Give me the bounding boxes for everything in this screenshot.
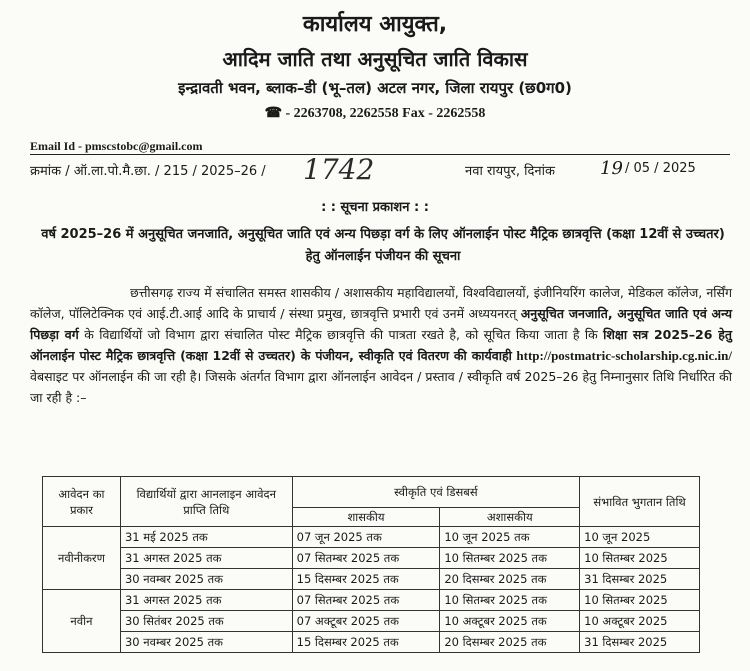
table-row [43, 527, 700, 548]
table-row [43, 590, 700, 611]
date-day-handwritten: 19 [600, 158, 623, 179]
email-line: Email Id - pmscstobc@gmail.com [30, 139, 203, 153]
nongovt-cell: 10 अक्टूबर 2025 तक [440, 611, 580, 632]
receipt-cell: 30 नवम्बर 2025 तक [120, 632, 292, 653]
office-address: इन्द्रावती भवन, ब्लाक–डी (भू–तल) अटल नगर, जिला रायपुर (छ0ग0) [178, 79, 572, 97]
body-part-3: के विद्यार्थियों जो विभाग द्वारा संचालित पोस्ट मैट्रिक छात्रवृत्ति की पात्रता रखते है, को सूचित किया जाता है कि [84, 327, 598, 342]
receipt-cell: 31 अगस्त 2025 तक [120, 590, 292, 611]
schedule-table [42, 476, 700, 653]
header-govt: शासकीय [292, 508, 440, 527]
notice-title: : : सूचना प्रकाशन : : [321, 200, 429, 215]
department-title: आदिम जाति तथा अनुसूचित जाति विकास [222, 47, 528, 71]
govt-cell: 15 दिसम्बर 2025 तक [292, 632, 440, 653]
type-cell: नवीनीकरण [43, 527, 121, 590]
reference-number-handwritten: 1742 [303, 153, 375, 186]
body-part-4: शिक्षा सत्र 2025–26 हेतु ऑनलाईन पोस्ट मैट्रिक छात्रवृत्ति (कक्षा 12वीं से उच्चतर) के पंजीयन, स्वीकृति एवं वितरण की कार्यवाही [30, 327, 732, 363]
header-divider [30, 154, 730, 155]
type-cell: नवीन [43, 590, 121, 653]
govt-cell: 07 जून 2025 तक [292, 527, 440, 548]
payment-cell: 10 सितम्बर 2025 [580, 548, 700, 569]
nongovt-cell: 10 सितम्बर 2025 तक [440, 548, 580, 569]
payment-cell: 31 दिसम्बर 2025 [580, 569, 700, 590]
body-part-2: अनुसूचित जनजाति, अनुसूचित जाति एवं अन्य पिछड़ा वर्ग [30, 306, 732, 342]
header-nongovt: अशासकीय [440, 508, 580, 527]
phone-fax: ☎ - 2263708, 2262558 Fax - 2262558 [264, 106, 486, 121]
table-row [43, 632, 700, 653]
receipt-cell: 31 मई 2025 तक [120, 527, 292, 548]
header-payment: संभावित भुगतान तिथि [580, 477, 700, 527]
receipt-cell: 30 नवम्बर 2025 तक [120, 569, 292, 590]
payment-cell: 10 सितम्बर 2025 [580, 590, 700, 611]
govt-cell: 07 सितम्बर 2025 तक [292, 548, 440, 569]
scholarship-url[interactable]: http://postmatric-scholarship.cg.nic.in/ [516, 348, 732, 363]
body-part-5: वेबसाइट पर ऑनलाईन की जा रही है। जिसके अंतर्गत विभाग द्वारा ऑनलाईन आवेदन / प्रस्ताव / स्वीकृति वर्ष 2025–26 हेतु निम्नानुसार तिथि निर्धारित की जा रही है :– [30, 369, 732, 405]
header-approval: स्वीकृति एवं डिसबर्स [292, 477, 580, 508]
nongovt-cell: 20 दिसम्बर 2025 तक [440, 632, 580, 653]
office-title: कार्यालय आयुक्त, [302, 12, 448, 37]
table-row [43, 611, 700, 632]
table-row [43, 548, 700, 569]
receipt-cell: 31 अगस्त 2025 तक [120, 548, 292, 569]
reference-prefix: क्रमांक / ऑ.ला.पो.मै.छा. / 215 / 2025–26 / [30, 164, 266, 179]
receipt-cell: 30 सितंबर 2025 तक [120, 611, 292, 632]
govt-cell: 07 सितम्बर 2025 तक [292, 590, 440, 611]
govt-cell: 15 दिसम्बर 2025 तक [292, 569, 440, 590]
payment-cell: 10 अक्टूबर 2025 [580, 611, 700, 632]
place-date-label: नवा रायपुर, दिनांक [465, 164, 555, 179]
nongovt-cell: 20 दिसम्बर 2025 तक [440, 569, 580, 590]
body-part-1: छत्तीसगढ़ राज्य में संचालित समस्त शासकीय / अशासकीय महाविद्यालयों, विश्वविद्यालयों, इंजीनियरिंग कालेज, मेडिकल कॉलेज, नर्सिंग कॉलेज, पॉलिटेक्निक एवं आई.टी.आई आदि के प्राचार्य / संस्था प्रमुख, छात्रवृत्ति प्रभारी एवं उनमें अध्ययनरत् [30, 285, 732, 321]
header-type: आवेदन का प्रकार [43, 477, 121, 527]
date-month-year: / 05 / 2025 [625, 161, 696, 176]
nongovt-cell: 10 जून 2025 तक [440, 527, 580, 548]
notice-body [30, 282, 732, 408]
nongovt-cell: 10 सितम्बर 2025 तक [440, 590, 580, 611]
table-row [43, 569, 700, 590]
govt-cell: 07 अक्टूबर 2025 तक [292, 611, 440, 632]
notice-subject: वर्ष 2025–26 में अनुसूचित जनजाति, अनुसूचित जाति एवं अन्य पिछड़ा वर्ग के लिए ऑनलाईन पोस्ट मैट्रिक छात्रवृत्ति (कक्षा 12वीं से उच्चतर) हेतु ऑनलाईन पंजीयन की सूचना [41, 227, 725, 264]
header-receipt: विद्यार्थियों द्वारा आनलाइन आवेदन प्राप्ति तिथि [120, 477, 292, 527]
payment-cell: 31 दिसम्बर 2025 [580, 632, 700, 653]
payment-cell: 10 जून 2025 [580, 527, 700, 548]
